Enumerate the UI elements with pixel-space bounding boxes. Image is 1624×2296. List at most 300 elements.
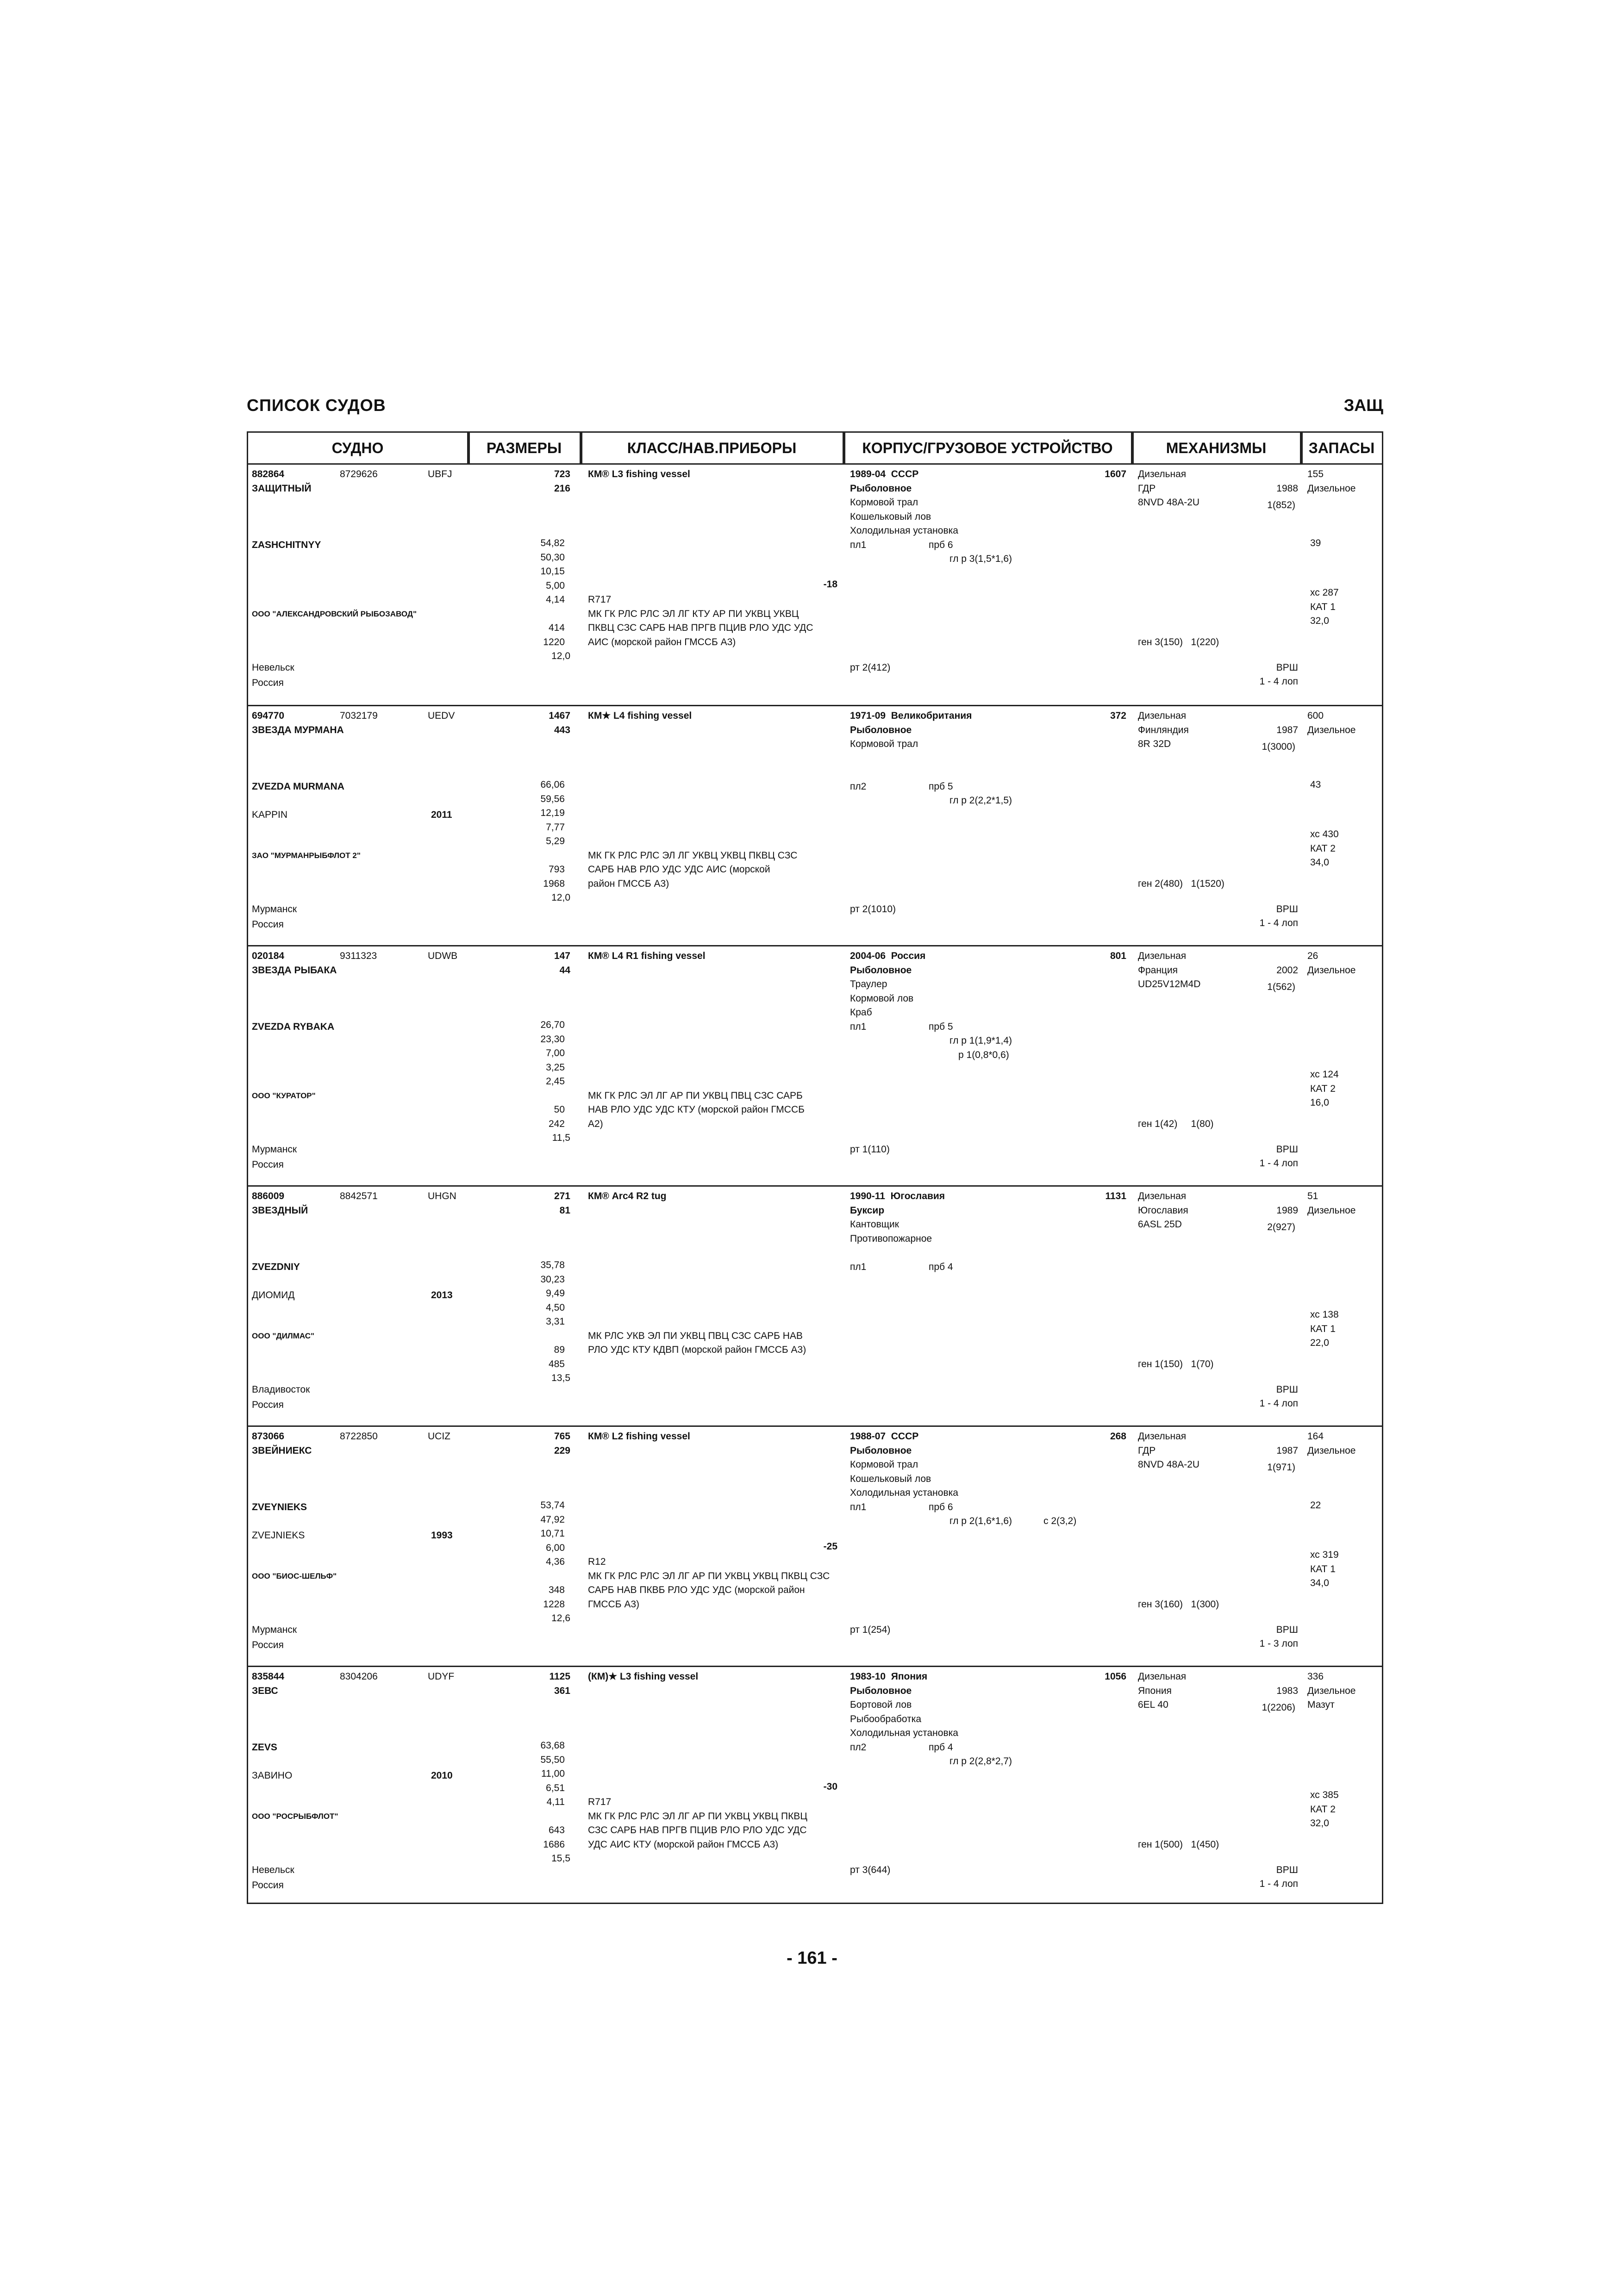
dimension-value: 9,49: [546, 1288, 565, 1299]
engine-model: 8R 32D: [1138, 739, 1171, 749]
fuel-capacity: 164: [1307, 1431, 1324, 1442]
dimension-value: 7,00: [546, 1048, 565, 1059]
nav-equipment-line: ГМССБ А3): [588, 1599, 640, 1610]
autonomy: хс 430: [1310, 829, 1339, 840]
nav-equipment-line: МК ГК РЛС РЛС ЭЛ ЛГ КТУ АР ПИ УКВЦ УКВЦ: [588, 608, 799, 619]
nav-equipment-line: МК РЛС УКВ ЭЛ ПИ УКВЦ ПВЦ СЗС САРБ НАВ: [588, 1330, 803, 1341]
propeller: ВРШ: [1276, 903, 1298, 915]
holds: пл1: [850, 1501, 867, 1512]
vessel-country: Россия: [252, 919, 284, 930]
displacement: 485: [548, 1358, 565, 1369]
fuel-capacity: 51: [1307, 1191, 1318, 1201]
nav-equipment-line: район ГМССБ А3): [588, 878, 669, 889]
vessel-table: [247, 431, 1383, 1904]
build-date-country: 1990-11 Югославия: [850, 1191, 945, 1201]
dimension-value: 6,51: [546, 1782, 565, 1793]
vessel-callsign: UCIZ: [428, 1431, 450, 1442]
cargo-hatch: гл р 2(1,6*1,6): [949, 1516, 1012, 1526]
dimension-value: 4,11: [546, 1797, 565, 1808]
vessel-type: Рыболовное: [850, 964, 912, 976]
vessel-country: Россия: [252, 1640, 284, 1651]
dimension-value: 10,15: [540, 566, 565, 577]
dimension-value: 55,50: [540, 1754, 565, 1765]
vessel-owner: ООО "ДИЛМАС": [252, 1331, 315, 1340]
fuel-type-2: Мазут: [1307, 1699, 1335, 1710]
fuel-type: Дизельное: [1307, 483, 1356, 494]
category: КАТ 2: [1310, 1083, 1336, 1094]
refrigeration: рт 2(412): [850, 662, 891, 673]
fuel-capacity: 600: [1307, 710, 1324, 721]
class-notation: КМ® Arc4 R2 tug: [588, 1191, 667, 1201]
vessel-latin-name: ZVEZDA MURMANA: [252, 781, 344, 792]
engine-year: 1987: [1276, 1445, 1298, 1456]
vessel-imo: 9311323: [340, 951, 377, 961]
vessel-latin-name: ZVEZDA RYBAKA: [252, 1021, 335, 1032]
deadweight: 50: [554, 1104, 565, 1115]
hull-feature: Противопожарное: [850, 1233, 932, 1244]
autonomy: хс 385: [1310, 1790, 1339, 1801]
ice-class-value: -25: [823, 1541, 837, 1552]
vessel-port: Мурманск: [252, 1624, 297, 1635]
build-date-country: 1983-10 Япония: [850, 1671, 928, 1682]
engine-model: 6EL 40: [1138, 1699, 1168, 1710]
category: КАТ 1: [1310, 1563, 1336, 1574]
dimension-value: 11,00: [541, 1768, 565, 1780]
builder-number: 801: [1110, 951, 1126, 961]
vessel-callsign: UBFJ: [428, 469, 452, 479]
vessel-name: ЗВЕЗДНЫЙ: [252, 1205, 308, 1216]
class-notation: КМ® L2 fishing vessel: [588, 1431, 690, 1442]
engine-year: 2002: [1276, 964, 1298, 976]
vessel-reg-number: 835844: [252, 1671, 285, 1682]
engine-country: ГДР: [1138, 1445, 1156, 1456]
deadweight: 643: [548, 1825, 565, 1836]
category-value: 34,0: [1310, 857, 1329, 868]
engine-power: 1(2206): [1262, 1702, 1295, 1713]
gross-tonnage: 147: [554, 951, 570, 961]
speed: 12,0: [551, 651, 570, 662]
crew-count: 22: [1310, 1500, 1321, 1511]
dimension-value: 26,70: [540, 1020, 565, 1031]
class-notation: КМ® L3 fishing vessel: [588, 469, 690, 479]
vessel-callsign: UDWB: [428, 951, 458, 961]
vessel-reg-number: 020184: [252, 951, 285, 961]
vessel-record: [248, 1425, 1382, 1666]
build-date-country: 1988-07 СССР: [850, 1431, 919, 1442]
engine-model: UD25V12M4D: [1138, 979, 1201, 989]
ice-notation: R717: [588, 1797, 612, 1808]
vessel-former-name: ДИОМИД: [252, 1289, 295, 1300]
generators: ген 1(42) 1(80): [1138, 1118, 1214, 1129]
category: КАТ 1: [1310, 601, 1336, 612]
vessel-country: Россия: [252, 678, 284, 689]
vessel-owner: ООО "БИОС-ШЕЛЬФ": [252, 1571, 337, 1580]
fuel-capacity: 336: [1307, 1671, 1324, 1682]
holds: пл1: [850, 1021, 867, 1032]
displacement: 1220: [543, 636, 565, 647]
hull-feature: Кормовой трал: [850, 497, 918, 508]
holds-detail: прб 5: [929, 1021, 953, 1032]
net-tonnage: 216: [554, 483, 570, 494]
dimension-value: 4,36: [546, 1556, 565, 1568]
nav-equipment-line: СЗС САРБ НАВ ПРГВ ПЦИВ РЛО РЛО УДС УДС: [588, 1825, 807, 1836]
dimension-value: 23,30: [540, 1033, 565, 1045]
dimension-value: 4,14: [546, 594, 565, 605]
cargo-extra: с 2(3,2): [1043, 1516, 1077, 1526]
engine-power: 1(971): [1267, 1462, 1295, 1473]
nav-equipment-line: МК ГК РЛС РЛС ЭЛ ЛГ УКВЦ УКВЦ ПКВЦ СЗС: [588, 850, 798, 861]
page-title: СПИСОК СУДОВ: [247, 396, 386, 415]
displacement: 1968: [543, 878, 565, 889]
page-header: [247, 396, 1383, 419]
propeller-blades: 1 - 4 лоп: [1259, 1398, 1298, 1409]
engine-model: 8NVD 48A-2U: [1138, 1459, 1200, 1470]
holds: пл2: [850, 781, 867, 792]
dimension-value: 10,71: [540, 1528, 565, 1539]
propeller-blades: 1 - 4 лоп: [1259, 1158, 1298, 1169]
nav-equipment-line: МК ГК РЛС ЭЛ ЛГ АР ПИ УКВЦ ПВЦ СЗС САРБ: [588, 1090, 803, 1101]
fuel-type: Дизельное: [1307, 1205, 1356, 1216]
displacement: 1686: [543, 1839, 565, 1850]
vessel-former-year: 1993: [431, 1530, 453, 1541]
hull-feature: Холодильная установка: [850, 1728, 958, 1738]
column-divider: [581, 433, 582, 465]
vessel-former-name: ZVEJNIEKS: [252, 1530, 305, 1541]
ice-notation: R12: [588, 1556, 606, 1568]
vessel-name: ЗАЩИТНЫЙ: [252, 483, 312, 494]
vessel-latin-name: ZASHCHITNYY: [252, 539, 321, 550]
ice-class-value: -30: [823, 1781, 837, 1792]
holds-detail: прб 4: [929, 1261, 953, 1272]
vessel-port: Владивосток: [252, 1384, 310, 1395]
vessel-former-name: KAPPIN: [252, 809, 288, 820]
refrigeration: рт 3(644): [850, 1864, 891, 1875]
category-value: 34,0: [1310, 1578, 1329, 1589]
class-notation: КМ® L4 R1 fishing vessel: [588, 951, 706, 961]
dimension-value: 5,29: [546, 836, 565, 847]
column-divider: [1132, 433, 1134, 465]
autonomy: хс 319: [1310, 1549, 1339, 1561]
deadweight: 793: [548, 864, 565, 875]
refrigeration: рт 1(254): [850, 1624, 891, 1635]
cargo-hatch: гл р 3(1,5*1,6): [949, 554, 1012, 564]
engine-country: Югославия: [1138, 1205, 1188, 1216]
engine-type: Дизельная: [1138, 951, 1187, 961]
dimension-value: 50,30: [540, 552, 565, 563]
holds-detail: прб 5: [929, 781, 953, 792]
dimension-value: 2,45: [546, 1076, 565, 1087]
generators: ген 2(480) 1(1520): [1138, 878, 1224, 889]
vessel-imo: 8729626: [340, 469, 378, 479]
category-value: 32,0: [1310, 616, 1329, 627]
net-tonnage: 81: [559, 1205, 570, 1216]
cargo-hatch: гл р 2(2,8*2,7): [949, 1756, 1012, 1767]
net-tonnage: 229: [554, 1445, 570, 1456]
hull-feature: Холодильная установка: [850, 1487, 958, 1498]
generators: ген 3(160) 1(300): [1138, 1599, 1219, 1610]
propeller-blades: 1 - 4 лоп: [1259, 1879, 1298, 1890]
vessel-latin-name: ZVEZDNIY: [252, 1261, 300, 1272]
net-tonnage: 361: [554, 1685, 570, 1696]
category: КАТ 2: [1310, 1804, 1336, 1815]
autonomy: хс 138: [1310, 1309, 1339, 1320]
builder-number: 372: [1110, 710, 1126, 721]
refrigeration: рт 2(1010): [850, 903, 896, 915]
holds-detail: прб 6: [929, 539, 953, 550]
holds-detail: прб 6: [929, 1501, 953, 1512]
engine-model: 6ASL 25D: [1138, 1219, 1182, 1230]
deadweight: 89: [554, 1344, 565, 1356]
propeller-blades: 1 - 3 лоп: [1259, 1638, 1298, 1649]
category-value: 16,0: [1310, 1097, 1329, 1108]
col-header-vessel: СУДНО: [248, 433, 468, 463]
engine-power: 1(852): [1267, 500, 1295, 511]
category-value: 22,0: [1310, 1338, 1329, 1349]
speed: 15,5: [551, 1853, 570, 1864]
nav-equipment-line: САРБ НАВ РЛО УДС УДС АИС (морской: [588, 864, 770, 875]
nav-equipment-line: А2): [588, 1118, 603, 1129]
class-notation: (КМ)★ L3 fishing vessel: [588, 1671, 699, 1682]
fuel-type: Дизельное: [1307, 964, 1356, 976]
engine-country: Финляндия: [1138, 724, 1189, 735]
vessel-type: Рыболовное: [850, 724, 912, 735]
hull-feature: Траулер: [850, 979, 887, 989]
column-divider: [1301, 433, 1303, 465]
vessel-name: ЗВЕЗДА МУРМАНА: [252, 724, 344, 735]
vessel-type: Буксир: [850, 1205, 885, 1216]
nav-equipment-line: УДС АИС КТУ (морской район ГМССБ А3): [588, 1839, 779, 1850]
engine-type: Дизельная: [1138, 710, 1187, 721]
nav-equipment-line: МК ГК РЛС РЛС ЭЛ ЛГ АР ПИ УКВЦ УКВЦ ПКВЦ СЗС: [588, 1570, 830, 1581]
vessel-imo: 7032179: [340, 710, 378, 721]
propeller: ВРШ: [1276, 662, 1298, 673]
hull-feature: Холодильная установка: [850, 525, 958, 536]
engine-power: 1(3000): [1262, 741, 1295, 753]
deadweight: 414: [548, 622, 565, 634]
col-header-supplies: ЗАПАСЫ: [1308, 440, 1375, 456]
engine-year: 1983: [1276, 1685, 1298, 1696]
dimension-value: 5,00: [546, 580, 565, 591]
vessel-port: Невельск: [252, 662, 294, 673]
col-header-class: КЛАСС/НАВ.ПРИБОРЫ: [581, 433, 844, 463]
cargo-hatch: гл р 1(1,9*1,4): [949, 1035, 1012, 1046]
vessel-reg-number: 886009: [252, 1191, 285, 1201]
nav-equipment-line: ПКВЦ СЗС САРБ НАВ ПРГВ ПЦИВ РЛО УДС УДС: [588, 622, 813, 634]
builder-number: 1607: [1105, 469, 1126, 479]
builder-number: 1056: [1105, 1671, 1126, 1682]
vessel-reg-number: 873066: [252, 1431, 285, 1442]
nav-equipment-line: НАВ РЛО УДС УДС КТУ (морской район ГМССБ: [588, 1104, 805, 1115]
speed: 13,5: [551, 1373, 570, 1384]
vessel-owner: ООО "АЛЕКСАНДРОВСКИЙ РЫБОЗАВОД": [252, 609, 417, 618]
dimension-value: 3,25: [546, 1062, 565, 1073]
hull-feature: Бортовой лов: [850, 1699, 912, 1710]
holds: пл1: [850, 1261, 867, 1272]
hull-feature: Кошельковый лов: [850, 511, 931, 522]
col-header-hull: КОРПУС/ГРУЗОВОЕ УСТРОЙСТВО: [844, 433, 1132, 463]
generators: ген 3(150) 1(220): [1138, 636, 1219, 647]
dimension-value: 59,56: [540, 793, 565, 804]
net-tonnage: 44: [559, 964, 570, 976]
vessel-callsign: UEDV: [428, 710, 455, 721]
cargo-hatch: гл р 2(2,2*1,5): [949, 795, 1012, 806]
vessel-owner: ООО "РОСРЫБФЛОТ": [252, 1811, 338, 1821]
dimension-value: 4,50: [546, 1302, 565, 1313]
propeller: ВРШ: [1276, 1384, 1298, 1395]
vessel-port: Невельск: [252, 1864, 294, 1875]
engine-power: 1(562): [1267, 982, 1295, 993]
page-range-label: ЗАЩ: [1343, 396, 1383, 415]
vessel-owner: ЗАО "МУРМАНРЫБФЛОТ 2": [252, 851, 361, 860]
vessel-imo: 8304206: [340, 1671, 378, 1682]
engine-type: Дизельная: [1138, 1191, 1187, 1201]
gross-tonnage: 723: [554, 469, 570, 479]
vessel-type: Рыболовное: [850, 483, 912, 494]
vessel-latin-name: ZEVS: [252, 1742, 277, 1753]
crew-count: 39: [1310, 538, 1321, 549]
holds: пл1: [850, 539, 867, 550]
engine-type: Дизельная: [1138, 1431, 1187, 1442]
build-date-country: 1989-04 СССР: [850, 469, 919, 479]
vessel-country: Россия: [252, 1400, 284, 1411]
crew-count: 43: [1310, 779, 1321, 790]
fuel-type: Дизельное: [1307, 1685, 1356, 1696]
build-date-country: 2004-06 Россия: [850, 951, 926, 961]
category-value: 32,0: [1310, 1818, 1329, 1829]
vessel-former-year: 2011: [431, 809, 452, 820]
vessel-country: Россия: [252, 1880, 284, 1891]
vessel-record: [248, 705, 1382, 945]
autonomy: хс 124: [1310, 1069, 1339, 1080]
hull-feature: Краб: [850, 1007, 872, 1018]
propeller: ВРШ: [1276, 1864, 1298, 1875]
speed: 12,0: [551, 892, 570, 903]
vessel-name: ЗВЕЗДА РЫБАКА: [252, 964, 337, 976]
dimension-value: 53,74: [540, 1500, 565, 1511]
generators: ген 1(150) 1(70): [1138, 1358, 1214, 1369]
dimension-value: 12,19: [540, 808, 565, 819]
propeller: ВРШ: [1276, 1144, 1298, 1155]
propeller: ВРШ: [1276, 1624, 1298, 1635]
dimension-value: 30,23: [540, 1274, 565, 1285]
hull-feature: Кормовой трал: [850, 739, 918, 749]
nav-equipment-line: САРБ НАВ ПКВБ РЛО УДС УДС (морской район: [588, 1585, 805, 1596]
vessel-reg-number: 694770: [252, 710, 285, 721]
vessel-former-year: 2013: [431, 1289, 453, 1300]
column-divider: [844, 433, 845, 465]
vessel-type: Рыболовное: [850, 1445, 912, 1456]
gross-tonnage: 271: [554, 1191, 570, 1201]
ice-class-value: -18: [823, 579, 837, 590]
engine-type: Дизельная: [1138, 1671, 1187, 1682]
autonomy: хс 287: [1310, 587, 1339, 598]
ice-notation: R717: [588, 594, 612, 605]
engine-type: Дизельная: [1138, 469, 1187, 479]
hull-feature: Кантовщик: [850, 1219, 899, 1230]
page-number: - 161 -: [787, 1948, 837, 1968]
vessel-callsign: UDYF: [428, 1671, 455, 1682]
vessel-record: [248, 945, 1382, 1185]
class-notation: КМ★ L4 fishing vessel: [588, 710, 692, 721]
speed: 12,6: [551, 1613, 570, 1624]
hull-feature: Кормовой трал: [850, 1459, 918, 1470]
holds: пл2: [850, 1742, 867, 1753]
fuel-type: Дизельное: [1307, 724, 1356, 735]
vessel-latin-name: ZVEYNIEKS: [252, 1501, 307, 1512]
engine-country: ГДР: [1138, 483, 1156, 494]
dimension-value: 47,92: [540, 1514, 565, 1525]
vessel-name: ЗВЕЙНИЕКС: [252, 1445, 312, 1456]
fuel-capacity: 26: [1307, 951, 1318, 961]
vessel-country: Россия: [252, 1159, 284, 1170]
table-header: [248, 433, 1382, 465]
vessel-imo: 8722850: [340, 1431, 378, 1442]
category: КАТ 1: [1310, 1323, 1336, 1334]
net-tonnage: 443: [554, 724, 570, 735]
dimension-value: 6,00: [546, 1542, 565, 1553]
vessel-record: [248, 1666, 1382, 1906]
vessel-record: [248, 465, 1382, 705]
engine-country: Япония: [1138, 1685, 1172, 1696]
dimension-value: 35,78: [540, 1260, 565, 1271]
propeller-blades: 1 - 4 лоп: [1259, 918, 1298, 929]
vessel-port: Мурманск: [252, 903, 297, 915]
vessel-former-name: ЗАВИНО: [252, 1770, 293, 1781]
vessel-name: ЗЕВС: [252, 1685, 278, 1696]
engine-country: Франция: [1138, 964, 1178, 976]
dimension-value: 66,06: [540, 779, 565, 790]
gross-tonnage: 765: [554, 1431, 570, 1442]
vessel-record: [248, 1185, 1382, 1425]
category: КАТ 2: [1310, 843, 1336, 854]
col-header-dimensions: РАЗМЕРЫ: [468, 433, 581, 463]
hull-feature: Кормовой лов: [850, 993, 914, 1004]
vessel-imo: 8842571: [340, 1191, 378, 1201]
dimension-value: 7,77: [546, 821, 565, 833]
build-date-country: 1971-09 Великобритания: [850, 710, 972, 721]
hull-feature: Рыбообработка: [850, 1713, 922, 1724]
engine-power: 2(927): [1267, 1222, 1295, 1233]
builder-number: 1131: [1105, 1191, 1126, 1201]
engine-year: 1987: [1276, 724, 1298, 735]
nav-equipment-line: МК ГК РЛС РЛС ЭЛ ЛГ АР ПИ УКВЦ УКВЦ ПКВЦ: [588, 1811, 807, 1822]
speed: 11,5: [552, 1132, 570, 1144]
refrigeration: рт 1(110): [850, 1144, 890, 1155]
gross-tonnage: 1125: [549, 1671, 570, 1682]
nav-equipment-line: РЛО УДС КТУ КДВП (морской район ГМССБ А3): [588, 1344, 806, 1356]
displacement: 1228: [543, 1599, 565, 1610]
vessel-type: Рыболовное: [850, 1685, 912, 1696]
dimension-value: 3,31: [546, 1316, 565, 1327]
displacement: 242: [548, 1118, 565, 1129]
vessel-owner: ООО "КУРАТОР": [252, 1091, 316, 1100]
fuel-type: Дизельное: [1307, 1445, 1356, 1456]
column-divider: [468, 433, 470, 465]
col-header-machinery: МЕХАНИЗМЫ: [1132, 433, 1301, 463]
hull-feature: Кошельковый лов: [850, 1473, 931, 1484]
nav-equipment-line: АИС (морской район ГМССБ А3): [588, 636, 736, 647]
engine-year: 1989: [1276, 1205, 1298, 1216]
generators: ген 1(500) 1(450): [1138, 1839, 1219, 1850]
engine-year: 1988: [1276, 483, 1298, 494]
cargo-hatch-2: р 1(0,8*0,6): [958, 1049, 1009, 1060]
builder-number: 268: [1110, 1431, 1126, 1442]
deadweight: 348: [548, 1585, 565, 1596]
fuel-capacity: 155: [1307, 469, 1324, 479]
vessel-reg-number: 882864: [252, 469, 285, 479]
vessel-former-year: 2010: [431, 1770, 453, 1781]
propeller-blades: 1 - 4 лоп: [1259, 676, 1298, 687]
